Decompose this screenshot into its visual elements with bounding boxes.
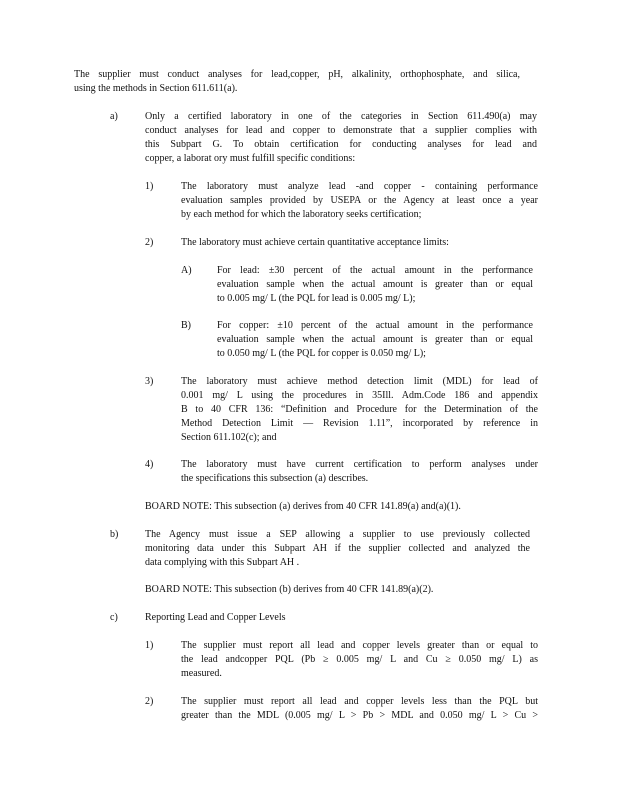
text-line: the specifications this subsection (a) describes. xyxy=(181,473,369,484)
text-line: by each method for which the laboratory seeks certification; xyxy=(181,209,422,220)
subitem-a2A-paragraph xyxy=(217,264,533,306)
text-line: The Agency must issue a SEP allowing a supplier to use previously collected xyxy=(145,529,530,540)
text-line: greater than the MDL (0.005 mg/ L > Pb > MDL and 0.050 mg/ L > Cu > xyxy=(181,710,538,721)
text-line: measured. xyxy=(181,668,222,679)
text-line: to 0.005 mg/ L (the PQL for lead is 0.005 mg/ L); xyxy=(217,293,416,304)
section-c-label: c) xyxy=(110,612,118,623)
subitem-a2A-label: A) xyxy=(181,265,192,276)
section-c-heading xyxy=(145,611,537,625)
item-a4-paragraph xyxy=(181,458,538,486)
text-line: BOARD NOTE: This subsection (a) derives from 40 CFR 141.89(a) and(a)(1). xyxy=(145,501,461,512)
item-a2-paragraph xyxy=(181,236,538,250)
text-line: the lead andcopper PQL (Pb ≥ 0.005 mg/ L and Cu ≥ 0.050 mg/ L) as xyxy=(181,654,538,665)
text-line: The supplier must report all lead and copper levels greater than or equal to xyxy=(181,640,538,651)
text-line: conduct analyses for lead and copper to demonstrate that a supplier complies with xyxy=(145,125,537,136)
text-line: data complying with this Subpart AH . xyxy=(145,557,300,568)
text-line: Section 611.102(c); and xyxy=(181,432,277,443)
item-c1-paragraph xyxy=(181,639,538,681)
text-line: using the methods in Section 611.611(a). xyxy=(74,83,238,94)
section-b-label: b) xyxy=(110,529,119,540)
text-line: Only a certified laboratory in one of the categories in Section 611.490(a) may xyxy=(145,111,537,122)
section-b-paragraph xyxy=(145,528,530,570)
text-line: The supplier must report all lead and copper levels less than the PQL but xyxy=(181,696,538,707)
text-line: For lead: ±30 percent of the actual amount in the performance xyxy=(217,265,533,276)
text-line: evaluation sample when the actual amount is greater than or equal xyxy=(217,334,533,345)
text-line: The laboratory must achieve certain quantitative acceptance limits: xyxy=(181,237,449,248)
text-line: For copper: ±10 percent of the actual amount in the performance xyxy=(217,320,533,331)
board-note-b xyxy=(145,583,537,597)
text-line: monitoring data under this Subpart AH if the supplier collected and analyzed the xyxy=(145,543,530,554)
intro-paragraph xyxy=(74,68,520,96)
section-a-paragraph xyxy=(145,110,537,166)
text-line: 0.001 mg/ L using the procedures in 35Ill. Adm.Code 186 and appendix xyxy=(181,390,538,401)
item-a1-paragraph xyxy=(181,180,538,222)
text-line: this Subpart G. To obtain certification for conducting analyses for lead and xyxy=(145,139,537,150)
text-line: Reporting Lead and Copper Levels xyxy=(145,612,286,623)
text-line: copper, a laborat ory must fulfill specific conditions: xyxy=(145,153,356,164)
text-line: The laboratory must have current certification to perform analyses under xyxy=(181,459,538,470)
item-a2-label: 2) xyxy=(145,237,154,248)
item-a4-label: 4) xyxy=(145,459,154,470)
text-line: The laboratory must analyze lead -and copper - containing performance xyxy=(181,181,538,192)
subitem-a2B-paragraph xyxy=(217,319,533,361)
item-a3-paragraph xyxy=(181,375,538,445)
text-line: evaluation samples provided by USEPA or the Agency at least once a year xyxy=(181,195,538,206)
text-line: Method Detection Limit — Revision 1.11”, incorporated by reference in xyxy=(181,418,538,429)
text-line: to 0.050 mg/ L (the PQL for copper is 0.050 mg/ L); xyxy=(217,348,426,359)
section-a-label: a) xyxy=(110,111,118,122)
subitem-a2B-label: B) xyxy=(181,320,191,331)
text-line: The supplier must conduct analyses for lead,copper, pH, alkalinity, orthophosphate, and silica, xyxy=(74,69,520,80)
item-c2-paragraph xyxy=(181,695,538,723)
text-line: evaluation sample when the actual amount is greater than or equal xyxy=(217,279,533,290)
item-a3-label: 3) xyxy=(145,376,154,387)
text-line: B to 40 CFR 136: “Definition and Procedure for the Determination of the xyxy=(181,404,538,415)
item-c2-label: 2) xyxy=(145,696,154,707)
board-note-a xyxy=(145,500,537,514)
item-a1-label: 1) xyxy=(145,181,154,192)
text-line: BOARD NOTE: This subsection (b) derives from 40 CFR 141.89(a)(2). xyxy=(145,584,434,595)
text-line: The laboratory must achieve method detection limit (MDL) for lead of xyxy=(181,376,538,387)
item-c1-label: 1) xyxy=(145,640,154,651)
